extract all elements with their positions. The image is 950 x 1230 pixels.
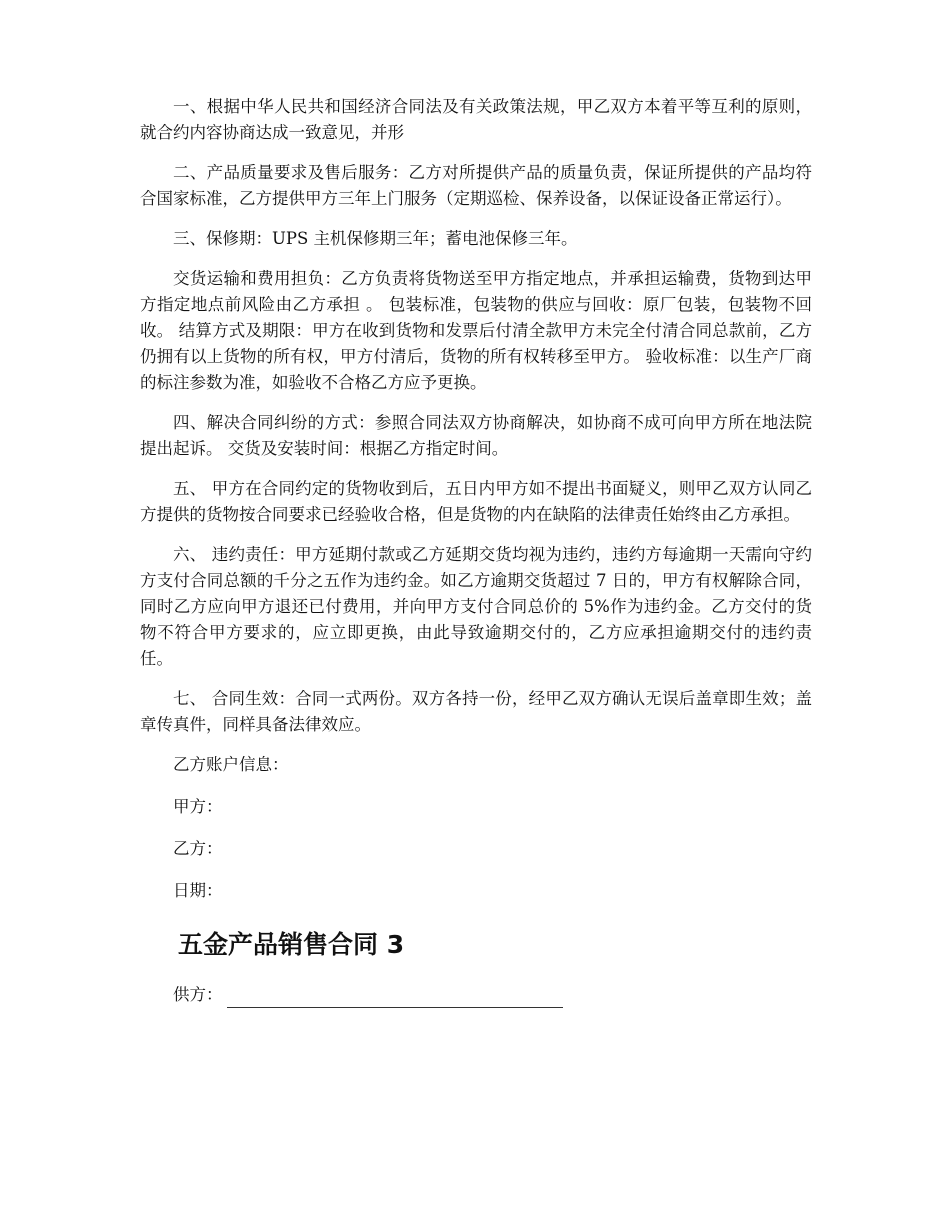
clause-2: 二、产品质量要求及售后服务：乙方对所提供产品的质量负责，保证所提供的产品均符合国家标准，乙方提供甲方三年上门服务（定期巡检、保养设备，以保证设备正常运行）。 bbox=[140, 163, 812, 208]
supplier-line bbox=[140, 982, 812, 1008]
document-body bbox=[140, 94, 812, 1008]
clause-4: 四、解决合同纠纷的方式：参照合同法双方协商解决，如协商不成可向甲方所在地法院提出起诉。 交货及安装时间：根据乙方指定时间。 bbox=[140, 413, 812, 458]
section-title: 五金产品销售合同 3 bbox=[178, 930, 405, 959]
party-b-label: 乙方： bbox=[173, 839, 223, 858]
clause-7: 七、 合同生效：合同一式两份。双方各持一份，经甲乙双方确认无误后盖章即生效；盖章传真件，同样具备法律效应。 bbox=[140, 689, 812, 734]
date-label: 日期： bbox=[173, 881, 223, 900]
clause-delivery: 交货运输和费用担负：乙方负责将货物送至甲方指定地点，并承担运输费，货物到达甲方指定地点前风险由乙方承担 。 包装标准，包装物的供应与回收：原厂包装，包装物不回收。 结算方式及期限：甲方在收到货物和发票后付清全款甲方未完全付清合同总款前，乙方仍拥有以上货物的所有权，甲方付清后，货物的所有权转移至甲方。 验收标准：以生产厂商的标注参数为准，如验收不合格乙方应予更换。 bbox=[140, 269, 812, 392]
clause-1: 一、根据中华人民共和国经济合同法及有关政策法规，甲乙双方本着平等互利的原则，就合约内容协商达成一致意见，并形 bbox=[140, 97, 812, 142]
account-info-label: 乙方账户信息： bbox=[173, 755, 289, 774]
clause-3: 三、保修期：UPS 主机保修期三年；蓄电池保修三年。 bbox=[173, 229, 578, 248]
clause-5: 五、 甲方在合同约定的货物收到后，五日内甲方如不提出书面疑义，则甲乙双方认同乙方提供的货物按合同要求已经验收合格，但是货物的内在缺陷的法律责任始终由乙方承担。 bbox=[140, 479, 812, 524]
party-a-label: 甲方： bbox=[173, 797, 223, 816]
supplier-label: 供方： bbox=[173, 985, 223, 1004]
supplier-blank-field bbox=[227, 989, 563, 1008]
clause-6: 六、 违约责任：甲方延期付款或乙方延期交货均视为违约，违约方每逾期一天需向守约方支付合同总额的千分之五作为违约金。如乙方逾期交货超过 7 日的，甲方有权解除合同，同时乙方应向甲方退还已付费用，并向甲方支付合同总价的 5%作为违约金。乙方交付的货物不符合甲方要求的，应立即更换，由此导致逾期交付的，乙方应承担逾期交付的违约责任。 bbox=[140, 545, 812, 668]
